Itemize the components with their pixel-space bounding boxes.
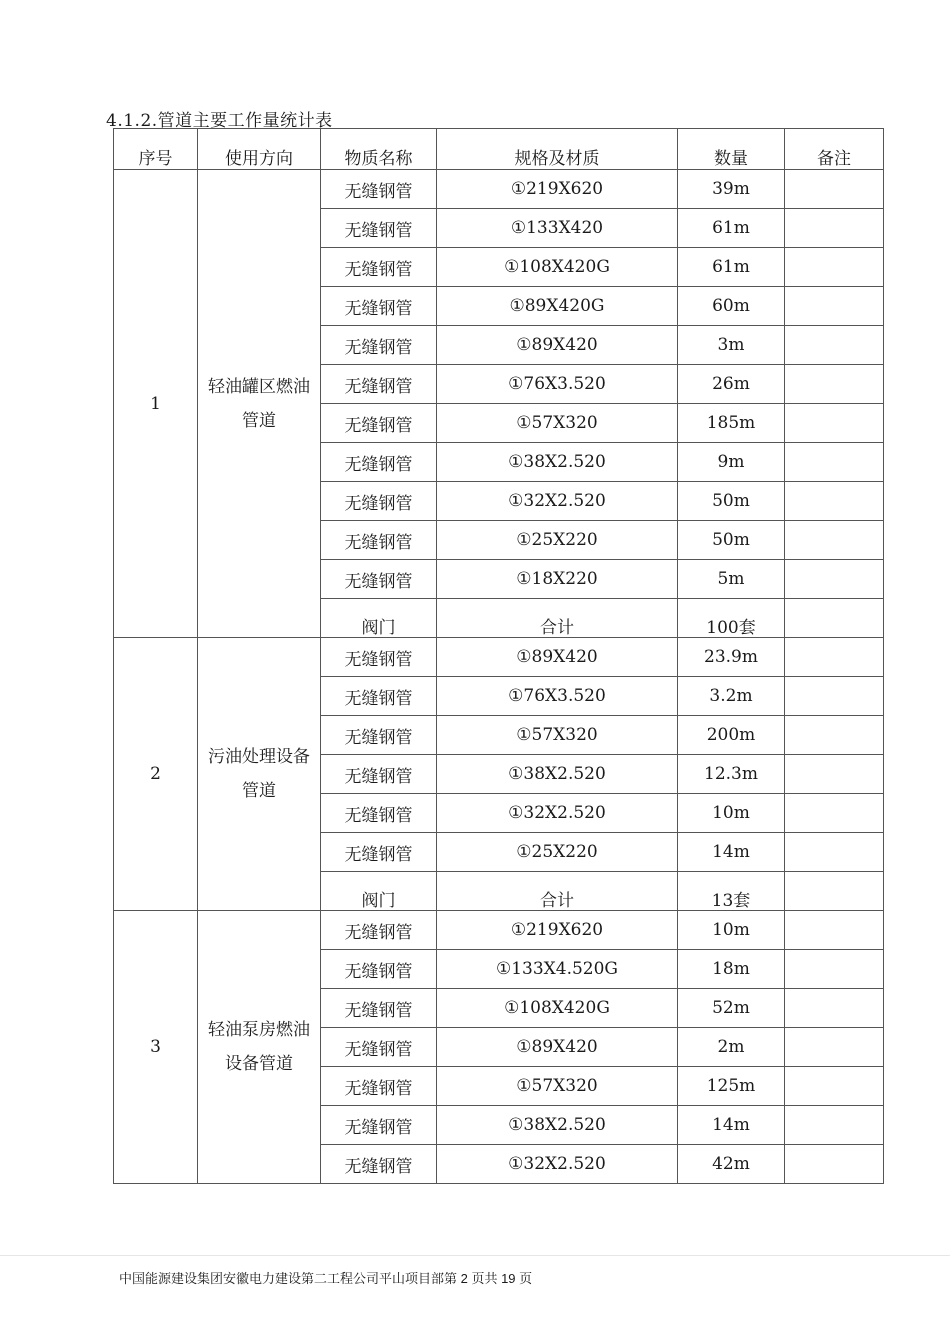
remarks-cell	[785, 833, 884, 872]
quantity-cell: 200m	[678, 716, 785, 755]
spec-cell: ①108X420G	[437, 248, 678, 287]
valve-label-cell: 阀门	[321, 599, 437, 638]
quantity-cell: 14m	[678, 833, 785, 872]
remarks-cell	[785, 950, 884, 989]
material-name-cell: 无缝钢管	[321, 755, 437, 794]
quantity-cell: 10m	[678, 794, 785, 833]
remarks-cell	[785, 989, 884, 1028]
material-name-cell: 无缝钢管	[321, 1106, 437, 1145]
remarks-cell	[785, 716, 884, 755]
spec-cell: ①89X420	[437, 638, 678, 677]
spec-cell: ①89X420G	[437, 287, 678, 326]
footer-divider	[0, 1255, 950, 1256]
quantity-cell: 3m	[678, 326, 785, 365]
quantity-cell: 61m	[678, 209, 785, 248]
spec-cell: ①219X620	[437, 911, 678, 950]
material-name-cell: 无缝钢管	[321, 482, 437, 521]
table-row	[114, 638, 884, 677]
remarks-cell	[785, 521, 884, 560]
material-name-cell: 无缝钢管	[321, 677, 437, 716]
group-direction-cell: 污油处理设备管道	[198, 638, 321, 911]
remarks-cell	[785, 326, 884, 365]
spec-cell: ①89X420	[437, 1028, 678, 1067]
quantity-cell: 39m	[678, 170, 785, 209]
remarks-cell	[785, 404, 884, 443]
material-name-cell: 无缝钢管	[321, 950, 437, 989]
table-row	[114, 170, 884, 209]
table-header-row	[114, 129, 884, 170]
header-remarks: 备注	[785, 129, 884, 170]
spec-cell: ①108X420G	[437, 989, 678, 1028]
material-name-cell: 无缝钢管	[321, 1067, 437, 1106]
remarks-cell	[785, 209, 884, 248]
group-direction-cell: 轻油罐区燃油管道	[198, 170, 321, 638]
remarks-cell	[785, 638, 884, 677]
group-number-cell: 3	[114, 911, 198, 1184]
spec-cell: ①76X3.520	[437, 365, 678, 404]
material-name-cell: 无缝钢管	[321, 1145, 437, 1184]
spec-cell: ①133X4.520G	[437, 950, 678, 989]
spec-cell: ①76X3.520	[437, 677, 678, 716]
quantity-cell: 42m	[678, 1145, 785, 1184]
remarks-cell	[785, 365, 884, 404]
subtotal-quantity-cell: 13套	[678, 872, 785, 911]
material-name-cell: 无缝钢管	[321, 560, 437, 599]
material-name-cell: 无缝钢管	[321, 794, 437, 833]
quantity-cell: 10m	[678, 911, 785, 950]
spec-cell: ①57X320	[437, 404, 678, 443]
material-name-cell: 无缝钢管	[321, 209, 437, 248]
remarks-cell	[785, 170, 884, 209]
quantity-cell: 61m	[678, 248, 785, 287]
table-body	[114, 170, 884, 1184]
valve-label-cell: 阀门	[321, 872, 437, 911]
section-heading: 4.1.2.管道主要工作量统计表	[106, 111, 333, 131]
remarks-cell	[785, 911, 884, 950]
remarks-cell	[785, 248, 884, 287]
material-name-cell: 无缝钢管	[321, 326, 437, 365]
group-number-cell: 2	[114, 638, 198, 911]
remarks-cell	[785, 599, 884, 638]
material-name-cell: 无缝钢管	[321, 716, 437, 755]
spec-cell: ①25X220	[437, 521, 678, 560]
remarks-cell	[785, 1145, 884, 1184]
quantity-cell: 50m	[678, 521, 785, 560]
remarks-cell	[785, 443, 884, 482]
material-name-cell: 无缝钢管	[321, 287, 437, 326]
header-quantity: 数量	[678, 129, 785, 170]
quantity-cell: 52m	[678, 989, 785, 1028]
material-name-cell: 无缝钢管	[321, 443, 437, 482]
subtotal-quantity-cell: 100套	[678, 599, 785, 638]
material-name-cell: 无缝钢管	[321, 911, 437, 950]
pipeline-workload-table	[113, 128, 884, 1184]
material-name-cell: 无缝钢管	[321, 833, 437, 872]
quantity-cell: 9m	[678, 443, 785, 482]
spec-cell: ①38X2.520	[437, 443, 678, 482]
remarks-cell	[785, 755, 884, 794]
spec-cell: ①57X320	[437, 1067, 678, 1106]
material-name-cell: 无缝钢管	[321, 989, 437, 1028]
remarks-cell	[785, 1067, 884, 1106]
remarks-cell	[785, 482, 884, 521]
quantity-cell: 3.2m	[678, 677, 785, 716]
remarks-cell	[785, 872, 884, 911]
remarks-cell	[785, 287, 884, 326]
header-material-name: 物质名称	[321, 129, 437, 170]
header-spec: 规格及材质	[437, 129, 678, 170]
quantity-cell: 18m	[678, 950, 785, 989]
spec-cell: ①38X2.520	[437, 755, 678, 794]
material-name-cell: 无缝钢管	[321, 365, 437, 404]
quantity-cell: 60m	[678, 287, 785, 326]
material-name-cell: 无缝钢管	[321, 248, 437, 287]
quantity-cell: 185m	[678, 404, 785, 443]
spec-cell: ①38X2.520	[437, 1106, 678, 1145]
spec-cell: ①57X320	[437, 716, 678, 755]
page-footer: 中国能源建设集团安徽电力建设第二工程公司平山项目部第 2 页共 19 页	[119, 1271, 533, 1286]
quantity-cell: 14m	[678, 1106, 785, 1145]
table-row	[114, 911, 884, 950]
group-direction-cell: 轻油泵房燃油设备管道	[198, 911, 321, 1184]
material-name-cell: 无缝钢管	[321, 404, 437, 443]
remarks-cell	[785, 1106, 884, 1145]
quantity-cell: 125m	[678, 1067, 785, 1106]
material-name-cell: 无缝钢管	[321, 521, 437, 560]
spec-cell: ①32X2.520	[437, 794, 678, 833]
spec-cell: ①219X620	[437, 170, 678, 209]
quantity-cell: 12.3m	[678, 755, 785, 794]
header-no: 序号	[114, 129, 198, 170]
spec-cell: ①133X420	[437, 209, 678, 248]
spec-cell: ①18X220	[437, 560, 678, 599]
material-name-cell: 无缝钢管	[321, 638, 437, 677]
remarks-cell	[785, 677, 884, 716]
quantity-cell: 5m	[678, 560, 785, 599]
spec-cell: ①32X2.520	[437, 482, 678, 521]
quantity-cell: 23.9m	[678, 638, 785, 677]
material-name-cell: 无缝钢管	[321, 170, 437, 209]
subtotal-label-cell: 合计	[437, 599, 678, 638]
spec-cell: ①89X420	[437, 326, 678, 365]
quantity-cell: 2m	[678, 1028, 785, 1067]
header-direction: 使用方向	[198, 129, 321, 170]
group-number-cell: 1	[114, 170, 198, 638]
spec-cell: ①25X220	[437, 833, 678, 872]
spec-cell: ①32X2.520	[437, 1145, 678, 1184]
remarks-cell	[785, 560, 884, 599]
remarks-cell	[785, 1028, 884, 1067]
subtotal-label-cell: 合计	[437, 872, 678, 911]
material-name-cell: 无缝钢管	[321, 1028, 437, 1067]
quantity-cell: 50m	[678, 482, 785, 521]
remarks-cell	[785, 794, 884, 833]
quantity-cell: 26m	[678, 365, 785, 404]
